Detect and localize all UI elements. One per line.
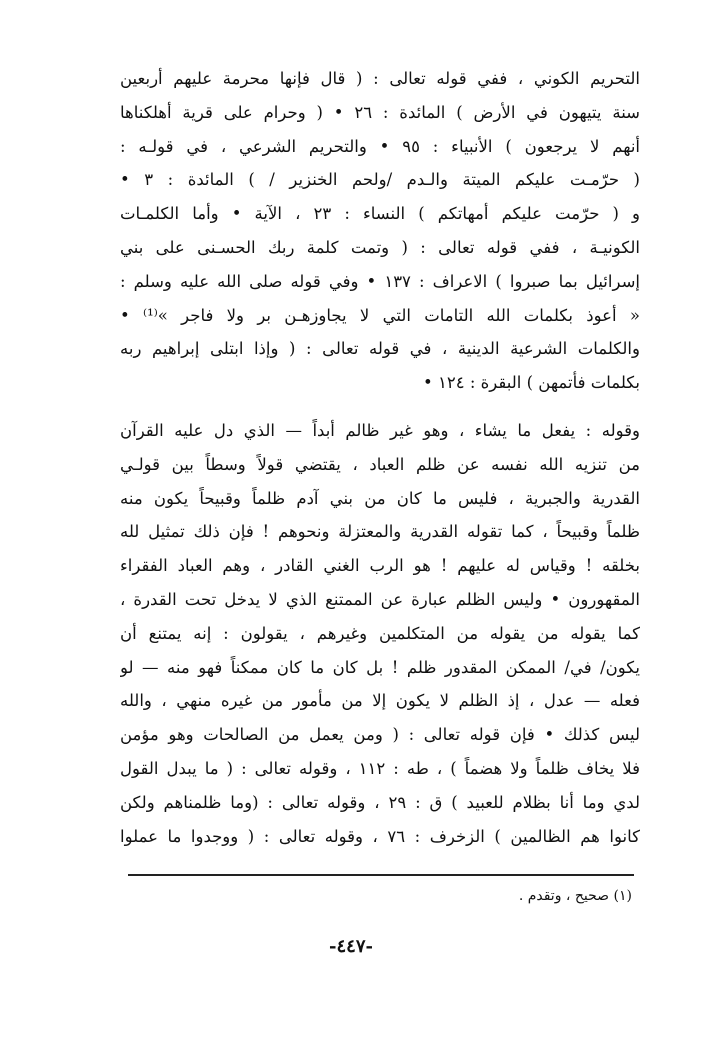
text-line: التحريم الكوني ، ففي قوله تعالى : ( قال فإنها محرمة عليهم أربعين	[120, 69, 640, 88]
text-line: ( حرّمـت عليكم الميتة والـدم /ولحم الخنزير / ) المائدة : ٣ •	[120, 170, 640, 190]
footnote-divider	[128, 874, 634, 876]
text-line: ليس كذلك • فإن قوله تعالى : ( ومن يعمل من الصالحات وهو مؤمن	[120, 725, 640, 745]
text-line: القدرية والجبرية ، فليس ما كان من بني آدم ظلماً وقبيحاً يكون منه	[120, 488, 640, 508]
text-line: يكون/ في/ الممكن المقدور ظلم ! بل كان ما كان ممكناً فهو منه — لو	[120, 657, 640, 677]
paragraph-2	[120, 414, 640, 853]
text-line: المقهورون • وليس الظلم عبارة عن الممتنع الذي لا يدخل تحت القدرة ،	[120, 589, 640, 609]
text-line: بخلقه ! وقياس له عليهم ! هو الرب الغني القادر ، وهم العباد الفقراء	[120, 556, 640, 576]
text-line: سنة يتيهون في الأرض ) المائدة : ٢٦ • ( وحرام على قرية أهلكناها	[120, 102, 640, 122]
text-line: إسرائيل بما صبروا ) الاعراف : ١٣٧ • وفي قوله صلى الله عليه وسلم :	[120, 271, 640, 291]
text-line: « أعوذ بكلمات الله التامات التي لا يجاوزهـن بر ولا فاجر »⁽¹⁾ •	[120, 305, 640, 325]
text-line: لدي وما أنا بظلام للعبيد ) ق : ٢٩ ، وقوله تعالى : (وما ظلمناهم ولكن	[120, 792, 640, 812]
text-line: ظلماً وقبيحاً ، كما تقوله القدرية والمعتزلة ونحوهم ! فإن ذلك تمثيل لله	[120, 522, 640, 542]
text-line: كانوا هم الظالمين ) الزخرف : ٧٦ ، وقوله تعالى : ( ووجدوا ما عملوا	[120, 826, 640, 846]
page-number: -٤٤٧-	[329, 936, 373, 957]
text-line: من تنزيه الله نفسه عن ظلم العباد ، يقتضي قولاً وسطاً بين قولـي	[120, 454, 640, 474]
paragraph-1	[120, 62, 640, 400]
text-line: الكونيـة ، ففي قوله تعالى : ( وتمت كلمة ربك الحسـنى على بني	[120, 237, 640, 257]
text-line: و ( حرّمت عليكم أمهاتكم ) النساء : ٢٣ ، الآية • وأما الكلمـات	[120, 204, 640, 224]
text-line: وقوله : يفعل ما يشاء ، وهو غير ظالم أبداً — الذي دل عليه القرآن	[120, 421, 640, 440]
text-line: فعله — عدل ، إذ الظلم لا يكون إلا من مأمور من غيره منهي ، والله	[120, 691, 640, 711]
text-line: أنهم لا يرجعون ) الأنبياء : ٩٥ • والتحريم الشرعي ، في قولـه :	[120, 136, 640, 156]
text-line-last: بكلمات فأتمهن ) البقرة : ١٢٤ •	[423, 373, 640, 393]
footnote: (١) صحيح ، وتقدم .	[518, 888, 632, 904]
text-line: فلا يخاف ظلماً ولا هضماً ) ، طه : ١١٢ ، وقوله تعالى : ( ما يبدل القول	[120, 758, 640, 778]
text-line: والكلمات الشرعية الدينية ، في قوله تعالى : ( وإذا ابتلى إبراهيم ربه	[120, 339, 640, 359]
text-line: كما يقوله من يقوله من المتكلمين وغيرهم ، يقولون : إنه يمتنع أن	[120, 623, 640, 643]
